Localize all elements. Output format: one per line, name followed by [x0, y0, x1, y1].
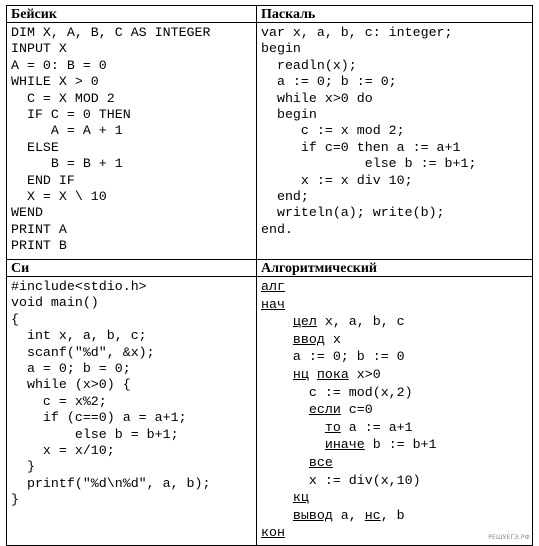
code-line: } — [11, 492, 19, 508]
code-line: writeln(a); write(b); — [261, 205, 445, 221]
basic-code-block — [7, 23, 256, 259]
keyword: то — [324, 419, 341, 435]
code-line: x := x div 10; — [261, 172, 413, 188]
code-line: while (x>0) { — [11, 377, 131, 393]
code-line: c := x mod 2; — [261, 123, 405, 139]
code-line: } — [11, 459, 35, 475]
code-line: PRINT A — [11, 221, 67, 237]
code-line — [261, 349, 405, 365]
code-text — [309, 367, 317, 382]
code-comparison-table — [6, 5, 533, 546]
code-text — [261, 490, 293, 505]
code-text: b := b+1 — [364, 437, 437, 453]
code-line: C = X MOD 2 — [11, 90, 115, 106]
code-line: { — [11, 311, 19, 327]
code-line: scanf("%d", &x); — [11, 344, 155, 360]
keyword: кц — [292, 490, 309, 506]
algo-cell — [257, 277, 533, 546]
code-text: x := div(x,10) — [261, 472, 421, 488]
code-line: if (c==0) a = a+1; — [11, 410, 187, 426]
code-line — [261, 490, 309, 506]
code-line: DIM X, A, B, C AS INTEGER — [11, 25, 211, 40]
code-line: A = 0: B = 0 — [11, 57, 107, 73]
code-line — [261, 367, 381, 383]
code-line: #include<stdio.h> — [11, 279, 147, 294]
code-text: x>0 — [348, 367, 381, 382]
algo-code-block — [257, 277, 532, 545]
pascal-header: Паскаль — [257, 6, 533, 23]
keyword: пока — [316, 367, 349, 382]
code-line: WEND — [11, 205, 43, 221]
code-line — [261, 455, 333, 471]
code-text — [261, 367, 293, 382]
code-text — [261, 420, 325, 435]
code-line — [261, 314, 405, 330]
keyword: нс — [364, 507, 381, 523]
code-row-bottom — [7, 277, 533, 546]
keyword: иначе — [324, 437, 365, 453]
code-line: PRINT B — [11, 238, 67, 254]
code-line: IF C = 0 THEN — [11, 107, 131, 122]
code-line: else b = b+1; — [11, 426, 179, 442]
code-text: c=0 — [340, 402, 373, 418]
code-line: int x, a, b, c; — [11, 328, 147, 344]
code-line — [261, 402, 373, 418]
code-line: WHILE X > 0 — [11, 74, 99, 90]
code-text — [261, 508, 293, 523]
basic-cell — [7, 23, 257, 260]
code-line — [261, 279, 285, 295]
code-line: X = X \ 10 — [11, 189, 107, 204]
code-line: INPUT X — [11, 41, 67, 57]
code-text — [261, 455, 309, 470]
code-line — [261, 508, 405, 524]
keyword: вывод — [292, 507, 333, 523]
code-line: begin — [261, 41, 301, 57]
code-line: END IF — [11, 172, 75, 188]
code-text: , b — [380, 507, 405, 523]
basic-header: Бейсик — [7, 6, 257, 23]
code-line — [261, 332, 341, 348]
code-line: printf("%d\n%d", a, b); — [11, 475, 211, 491]
code-text — [261, 437, 325, 452]
code-line — [261, 385, 413, 401]
keyword: все — [308, 455, 333, 470]
code-line: x = x/10; — [11, 443, 115, 458]
keyword: кон — [261, 525, 285, 541]
code-line: ELSE — [11, 139, 59, 155]
code-line: end. — [261, 221, 293, 237]
code-line: var x, a, b, c: integer; — [261, 25, 453, 40]
keyword: цел — [292, 314, 317, 330]
code-line: else b := b+1; — [261, 156, 477, 172]
header-row-top — [7, 6, 533, 23]
code-text: c := mod(x,2) — [261, 384, 413, 400]
pascal-code-block — [257, 23, 532, 259]
code-text: a := 0; b := 0 — [261, 349, 405, 365]
code-line: B = B + 1 — [11, 156, 123, 172]
code-line: A = A + 1 — [11, 123, 123, 139]
c-code-block — [7, 277, 256, 545]
code-text: x, a, b, c — [316, 314, 405, 330]
c-cell — [7, 277, 257, 546]
code-line: c = x%2; — [11, 393, 107, 409]
pascal-cell — [257, 23, 533, 260]
code-line: if c=0 then a := a+1 — [261, 139, 461, 155]
code-text — [261, 332, 293, 347]
code-line: a := 0; b := 0; — [261, 74, 397, 90]
code-line — [261, 437, 437, 453]
code-text: x — [324, 331, 341, 347]
code-line: readln(x); — [261, 57, 357, 73]
code-line — [261, 420, 413, 436]
keyword: нц — [292, 367, 309, 382]
code-line — [261, 297, 285, 313]
code-line: a = 0; b = 0; — [11, 361, 131, 376]
code-line — [261, 473, 421, 489]
code-text — [261, 402, 309, 417]
code-text: a := a+1 — [340, 419, 413, 435]
keyword: алг — [261, 279, 285, 294]
code-line: void main() — [11, 295, 99, 311]
code-line: end; — [261, 189, 309, 204]
keyword: если — [308, 402, 341, 418]
code-text: a, — [332, 507, 365, 523]
code-line: begin — [261, 107, 317, 122]
watermark: РЕШУЕГЭ.РФ — [488, 534, 530, 541]
code-line — [261, 525, 285, 541]
c-header: Си — [7, 260, 257, 277]
keyword: нач — [261, 296, 285, 312]
code-row-top — [7, 23, 533, 260]
code-text — [261, 314, 293, 329]
code-line: while x>0 do — [261, 90, 373, 106]
header-row-bottom — [7, 260, 533, 277]
algo-header: Алгоритмический — [257, 260, 533, 277]
keyword: ввод — [292, 331, 325, 347]
